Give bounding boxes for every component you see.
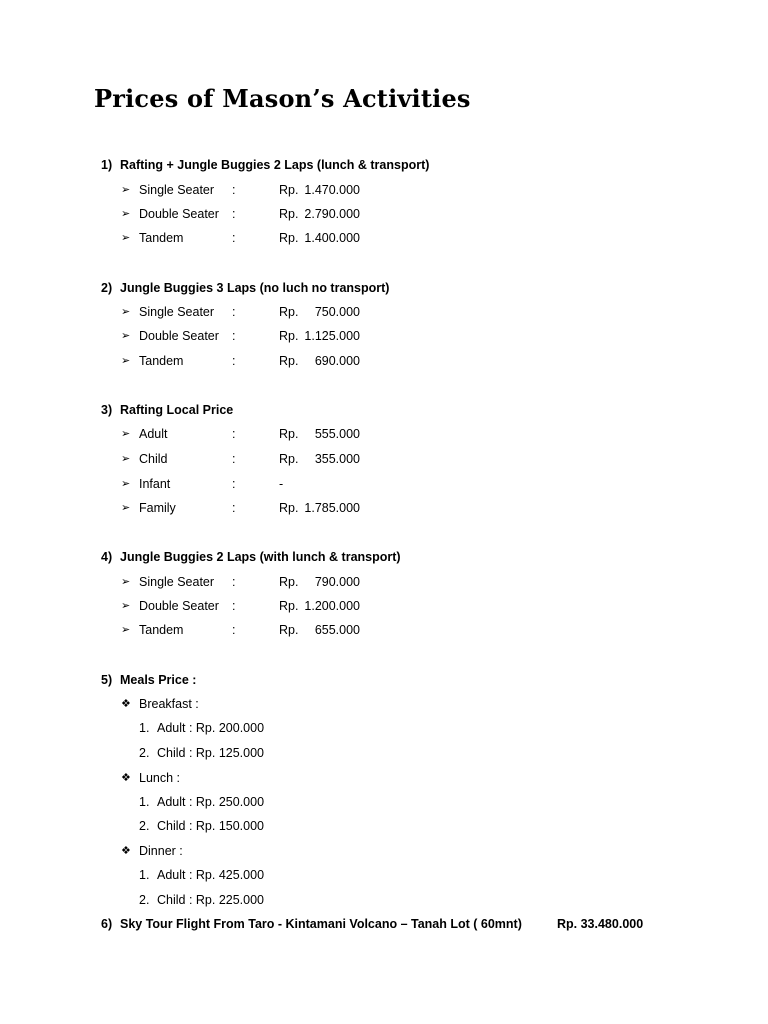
diamond-bullet-icon: ❖ [121,845,131,857]
arrow-bullet-icon: ➢ [121,355,131,367]
currency: Rp. [279,354,299,368]
item-label: Double Seater [139,329,219,343]
arrow-bullet-icon: ➢ [121,502,131,514]
section-title: Rafting + Jungle Buggies 2 Laps (lunch & transport) [120,158,430,172]
section-title: Sky Tour Flight From Taro - Kintamani Volcano – Tanah Lot ( 60mnt) [120,917,522,931]
meal-item-text: Adult : Rp. 425.000 [157,868,265,882]
meal-item-number: 1. [139,795,150,809]
currency: Rp. [279,623,299,637]
price-amount: 1.200.000 [304,599,360,613]
price-amount: 655.000 [314,623,360,637]
item-label: Double Seater [139,599,219,613]
arrow-bullet-icon: ➢ [121,453,131,465]
diamond-bullet-icon: ❖ [121,772,131,784]
price-amount: 2.790.000 [304,207,360,221]
price-amount: 1.400.000 [304,231,360,245]
arrow-bullet-icon: ➢ [121,208,131,220]
item-colon: : [232,477,236,491]
currency: Rp. [279,329,299,343]
currency: Rp. [279,305,299,319]
meal-item-text: Child : Rp. 125.000 [157,746,265,760]
price-amount: 555.000 [314,427,360,441]
price-amount: 1.470.000 [304,183,360,197]
item-colon: : [232,575,236,589]
meal-item-text: Child : Rp. 225.000 [157,893,265,907]
item-label: Tandem [139,354,184,368]
arrow-bullet-icon: ➢ [121,624,131,636]
item-colon: : [232,305,236,319]
price-value: - [279,477,284,491]
item-label: Single Seater [139,575,215,589]
item-label: Single Seater [139,183,215,197]
currency: Rp. [279,231,299,245]
section-title: Rafting Local Price [120,403,234,417]
arrow-bullet-icon: ➢ [121,184,131,196]
item-label: Child [139,452,168,466]
arrow-bullet-icon: ➢ [121,478,131,490]
item-label: Family [139,501,176,515]
item-label: Single Seater [139,305,215,319]
item-colon: : [232,501,236,515]
item-colon: : [232,231,236,245]
meal-item-number: 2. [139,819,150,833]
price-amount: 1.125.000 [304,329,360,343]
price-amount: 790.000 [314,575,360,589]
currency: Rp. [279,183,299,197]
section-number: 5) [101,673,113,687]
section-title: Jungle Buggies 3 Laps (no luch no transport) [120,281,390,295]
currency: Rp. [279,207,299,221]
currency: Rp. [279,501,299,515]
arrow-bullet-icon: ➢ [121,600,131,612]
arrow-bullet-icon: ➢ [121,306,131,318]
price-amount: 690.000 [314,354,360,368]
meal-item-number: 2. [139,893,150,907]
item-label: Infant [139,477,171,491]
item-colon: : [232,183,236,197]
section-number: 2) [101,281,113,295]
item-label: Tandem [139,231,184,245]
meal-item-text: Adult : Rp. 200.000 [157,721,265,735]
currency: Rp. [279,575,299,589]
item-colon: : [232,354,236,368]
section-number: 3) [101,403,113,417]
diamond-bullet-icon: ❖ [121,698,131,710]
arrow-bullet-icon: ➢ [121,428,131,440]
meal-item-number: 1. [139,868,150,882]
item-colon: : [232,427,236,441]
section-number: 6) [101,917,113,931]
item-colon: : [232,329,236,343]
item-colon: : [232,452,236,466]
meal-name: Dinner : [139,844,183,858]
currency: Rp. [279,452,299,466]
price-amount: 750.000 [314,305,360,319]
item-colon: : [232,599,236,613]
item-colon: : [232,207,236,221]
section-number: 4) [101,550,113,564]
item-colon: : [232,623,236,637]
price-amount: 355.000 [314,452,360,466]
price-amount: Rp. 33.480.000 [557,917,644,931]
meal-item-text: Adult : Rp. 250.000 [157,795,265,809]
currency: Rp. [279,599,299,613]
meal-item-number: 1. [139,721,150,735]
meal-name: Breakfast : [139,697,199,711]
price-amount: 1.785.000 [304,501,360,515]
page-title: Prices of Mason’s Activities [94,84,471,113]
section-number: 1) [101,158,113,172]
arrow-bullet-icon: ➢ [121,232,131,244]
item-label: Adult [139,427,168,441]
currency: Rp. [279,427,299,441]
section-title: Jungle Buggies 2 Laps (with lunch & transport) [120,550,401,564]
meal-item-number: 2. [139,746,150,760]
arrow-bullet-icon: ➢ [121,576,131,588]
item-label: Double Seater [139,207,219,221]
meal-name: Lunch : [139,771,181,785]
item-label: Tandem [139,623,184,637]
arrow-bullet-icon: ➢ [121,330,131,342]
meal-item-text: Child : Rp. 150.000 [157,819,265,833]
section-title: Meals Price : [120,673,197,687]
